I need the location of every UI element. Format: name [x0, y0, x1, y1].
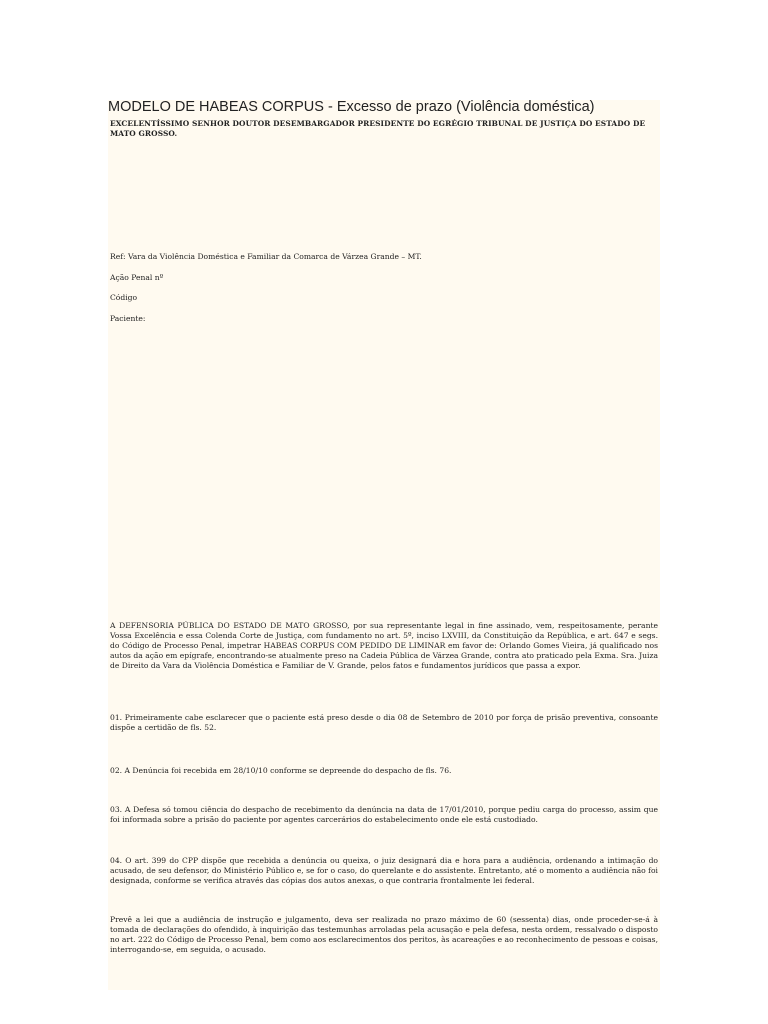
paragraph-02: 02. A Denúncia foi recebida em 28/10/10 conforme se depreende do despacho de fls. 76. [110, 766, 452, 775]
codigo-label: Código [110, 293, 138, 302]
paragraph-05: Prevê a lei que a audiência de instrução e julgamento, deva ser realizada no prazo máximo de 60 (sessenta) dias, onde proceder-se-á à tomada de declarações do ofendido, à inquirição das testemunhas arroladas pela acusação e pela defesa, nesta ordem, ressalvado o disposto no art. 222 do Código de Processo Penal, bem como aos esclarecimentos dos peritos, às acareações e ao reconhecimento de pessoas e coisas, interrogando-se, em seguida, o acusado. [110, 915, 658, 954]
paragraph-03: 03. A Defesa só tomou ciência do despacho de recebimento da denúncia na data de 17/01/2010, porque pediu carga do processo, assim que foi informada sobre a prisão do paciente por agentes carcerários do estabelecimento onde ele está custodiado. [110, 805, 658, 824]
addressee: EXCELENTÍSSIMO SENHOR DOUTOR DESEMBARGADOR PRESIDENTE DO EGRÉGIO TRIBUNAL DE JUSTIÇA DO ESTADO DE MATO GROSSO. [110, 119, 646, 138]
paragraph-04: 04. O art. 399 do CPP dispõe que recebida a denúncia ou queixa, o juiz designará dia e hora para a audiência, ordenando a intimação do acusado, de seu defensor, do Ministério Público e, se for o caso, do querelante e do assistente. Entretanto, até o momento a audiência não foi designada, conforme se verifica através das cópias dos autos anexas, o que contraria frontalmente lei federal. [110, 856, 658, 885]
ref-line: Ref: Vara da Violência Doméstica e Familiar da Comarca de Várzea Grande – MT. [110, 252, 422, 261]
paciente-label: Paciente: [110, 314, 146, 323]
paragraph-01: 01. Primeiramente cabe esclarecer que o paciente está preso desde o dia 08 de Setembro de 2010 por força de prisão preventiva, consoante dispõe a certidão de fls. 52. [110, 713, 658, 732]
intro-paragraph: A DEFENSORIA PÚBLICA DO ESTADO DE MATO GROSSO, por sua representante legal in fine assinado, vem, respeitosamente, perante Vossa Excelência e essa Colenda Corte de Justiça, com fundamento no art. 5º, inciso LXVIII, da Constituição da República, e art. 647 e segs. do Código de Processo Penal, impetrar HABEAS CORPUS COM PEDIDO DE LIMINAR em favor de: Orlando Gomes Vieira, já qualificado nos autos da ação em epígrafe, encontrando-se atualmente preso na Cadeia Pública de Várzea Grande, contra ato praticado pela Exma. Sra. Juiza de Direito da Vara da Violência Doméstica e Familiar de V. Grande, pelos fatos e fundamentos jurídicos que passa a expor. [110, 621, 658, 670]
acao-penal-label: Ação Penal nº [110, 273, 164, 282]
document-title: MODELO DE HABEAS CORPUS - Excesso de prazo (Violência doméstica) [108, 99, 595, 115]
